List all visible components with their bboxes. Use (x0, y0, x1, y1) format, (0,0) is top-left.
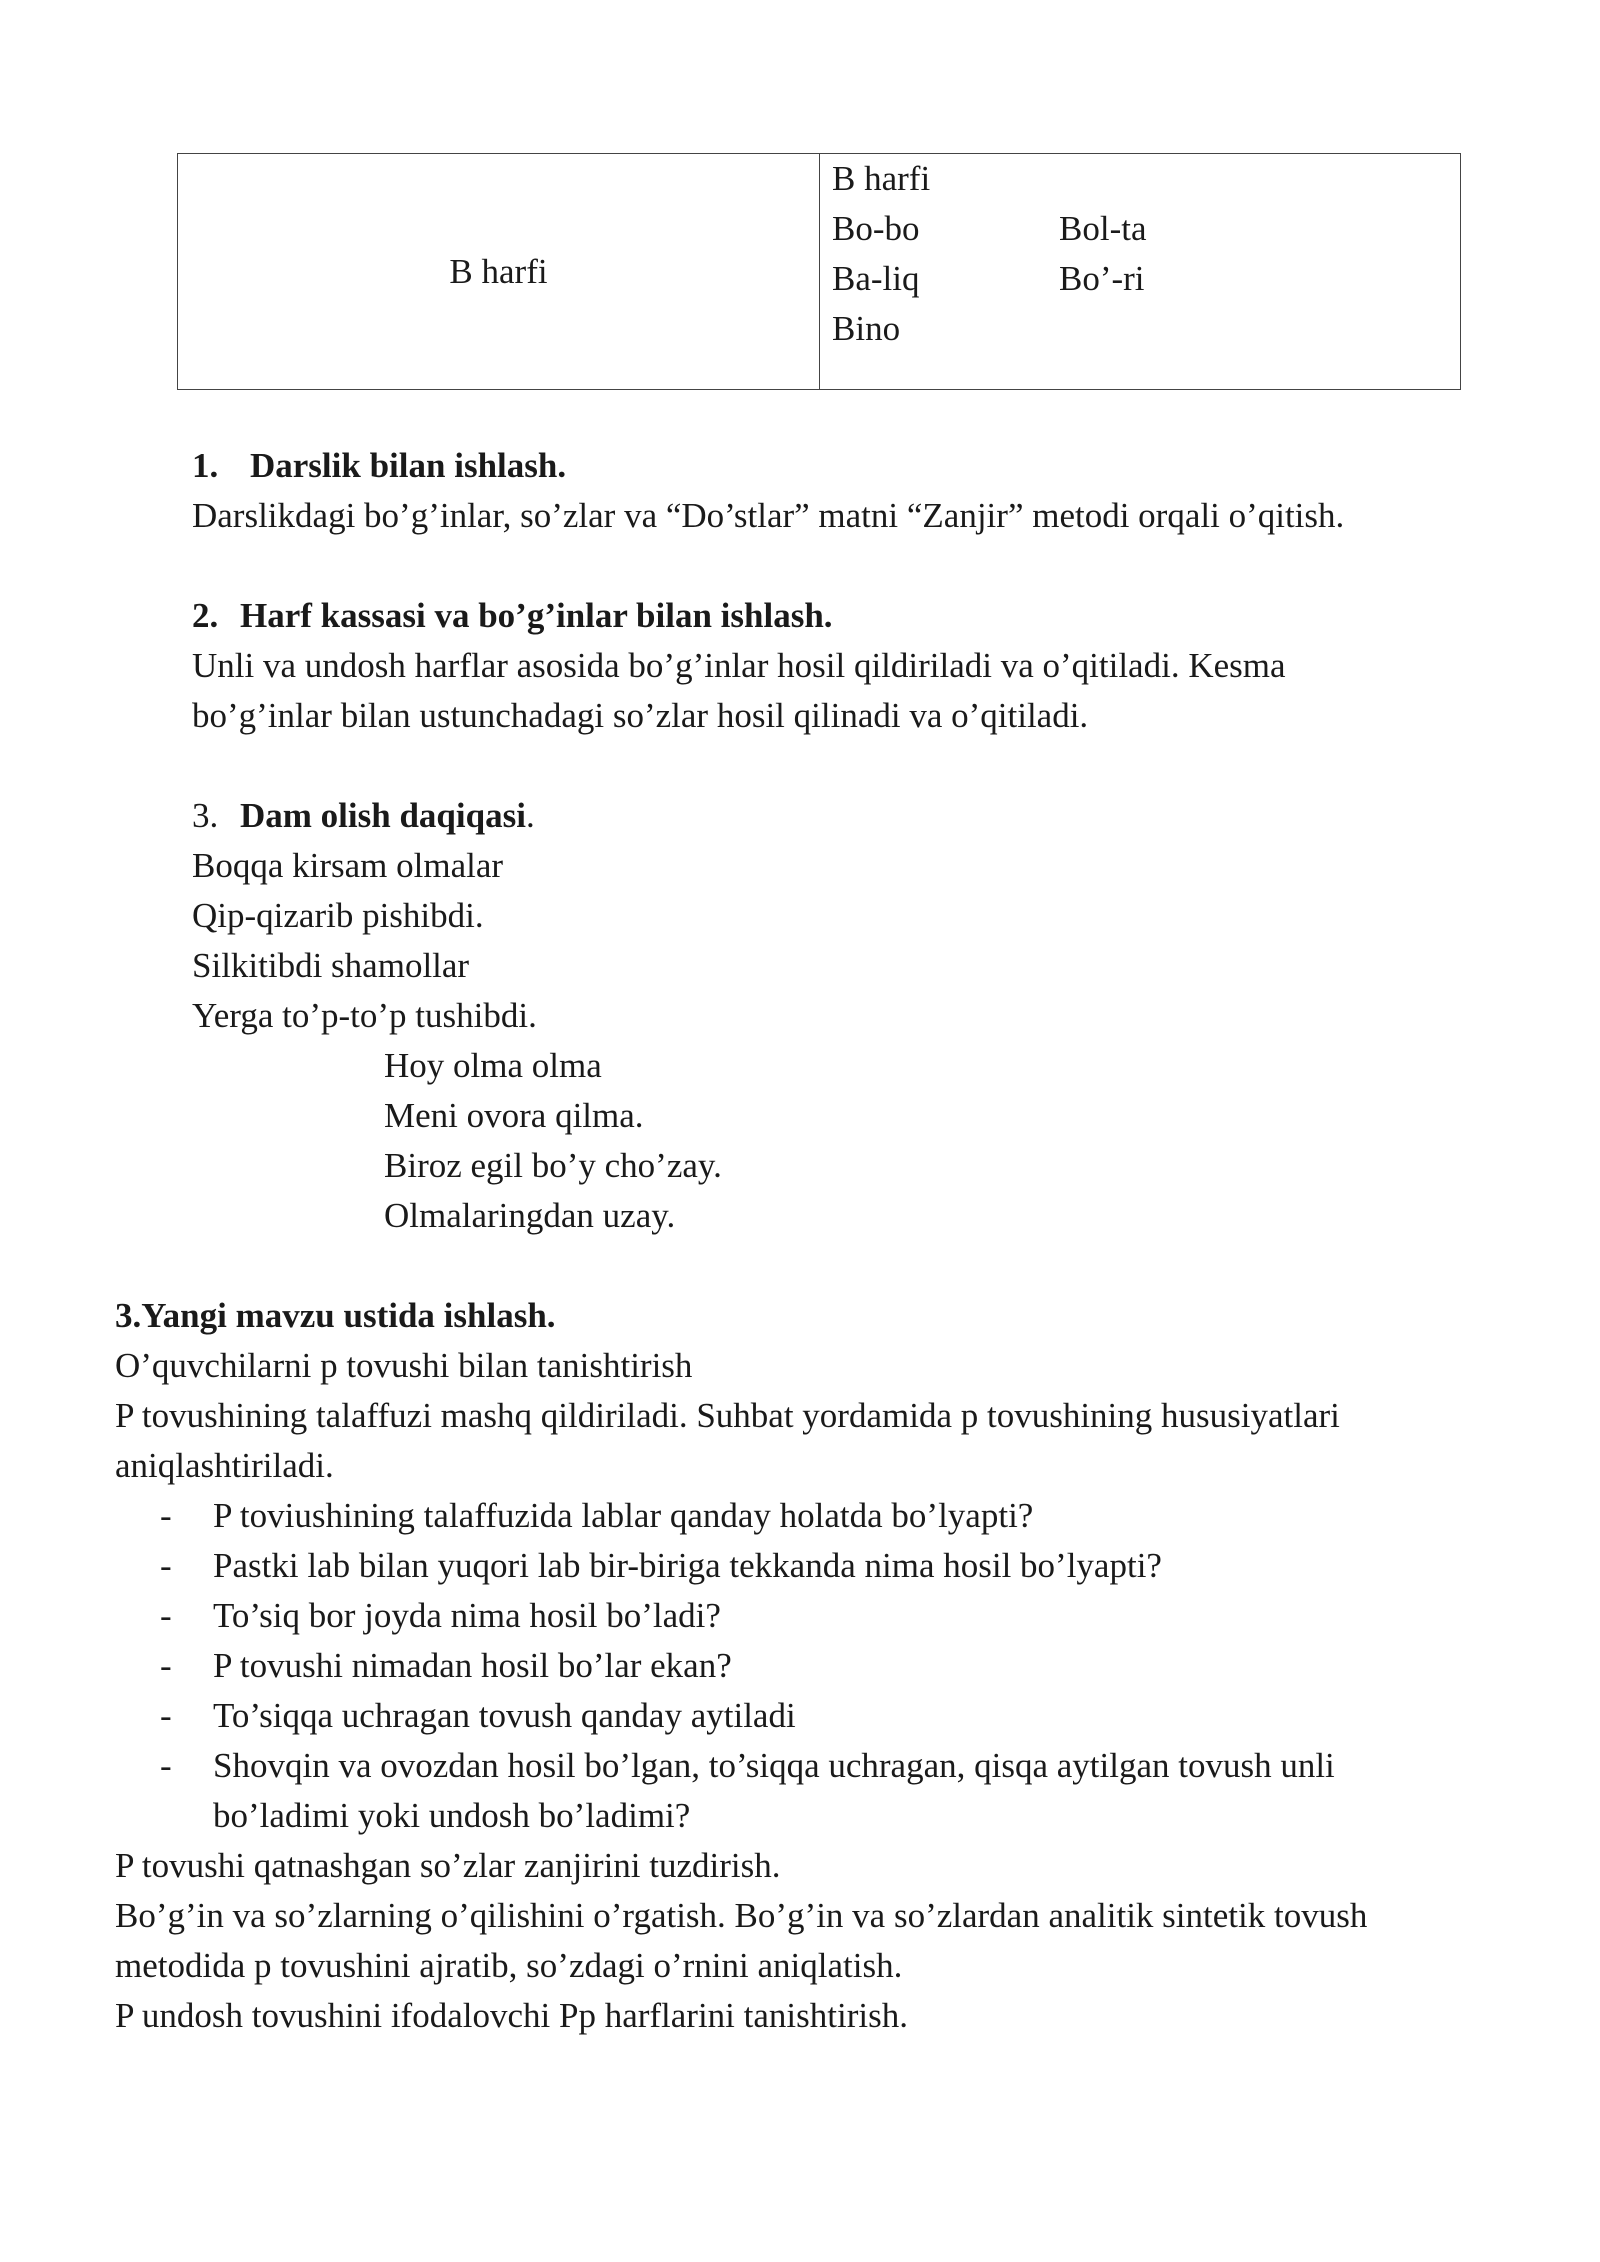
section-text-line: metodida p tovushini ajratib, so’zdagi o’rnini aniqlatish. (115, 1946, 903, 1985)
section-text-line: P tovushi qatnashgan so’zlar zanjirini tuzdirish. (115, 1846, 781, 1885)
section-text-line: P undosh tovushini ifodalovchi Pp harflarini tanishtirish. (115, 1996, 908, 2035)
bullet-dash: - (160, 1596, 172, 1635)
bullet-dash: - (160, 1496, 172, 1535)
table-right-cell (820, 154, 1460, 389)
word-item: Bo’-ri (1059, 259, 1145, 298)
word-item: Ba-liq (832, 259, 920, 298)
poem-line: Qip-qizarib pishibdi. (192, 896, 484, 935)
bullet-dash: - (160, 1696, 172, 1735)
poem-line: Meni ovora qilma. (384, 1096, 644, 1135)
poem-line: Biroz egil bo’y cho’zay. (384, 1146, 722, 1185)
section-text-line: Bo’g’in va so’zlarning o’qilishini o’rgatish. Bo’g’in va so’zlardan analitik sintetik tovush (115, 1896, 1368, 1935)
section-text: Darslikdagi bo’g’inlar, so’zlar va “Do’stlar” matni “Zanjir” metodi orqali o’qitish. (192, 496, 1345, 535)
section-heading: 3.Yangi mavzu ustida ishlash. (115, 1296, 556, 1335)
bullet-continuation: bo’ladimi yoki undosh bo’ladimi? (213, 1796, 691, 1835)
bullet-dash: - (160, 1546, 172, 1585)
section-text-line: aniqlashtiriladi. (115, 1446, 334, 1485)
bullet-dash: - (160, 1746, 172, 1785)
bullet-text: To’siq bor joyda nima hosil bo’ladi? (213, 1596, 721, 1635)
word-item: Bo-bo (832, 209, 920, 248)
bullet-dash: - (160, 1646, 172, 1685)
bullet-text: Shovqin va ovozdan hosil bo’lgan, to’siqqa uchragan, qisqa aytilgan tovush unli (213, 1746, 1335, 1785)
section-number: 2. (192, 596, 219, 635)
poem-line: Silkitibdi shamollar (192, 946, 470, 985)
left-cell-text: B harfi (449, 251, 548, 291)
section-heading: Darslik bilan ishlash. (250, 446, 567, 485)
letter-table (177, 153, 1461, 390)
section-text-line: O’quvchilarni p tovushi bilan tanishtirish (115, 1346, 693, 1385)
section-heading: Harf kassasi va bo’g’inlar bilan ishlash. (240, 596, 833, 635)
section-number: 1. (192, 446, 219, 485)
table-left-cell (178, 154, 820, 389)
poem-line: Hoy olma olma (384, 1046, 602, 1085)
heading-period: . (525, 796, 535, 835)
bullet-text: P toviushining talaffuzida lablar qanday holatda bo’lyapti? (213, 1496, 1034, 1535)
section-heading: Dam olish daqiqasi (240, 796, 526, 835)
section-text-line: Unli va undosh harflar asosida bo’g’inlar hosil qildiriladi va o’qitiladi. Kesma (192, 646, 1286, 685)
bullet-text: To’siqqa uchragan tovush qanday aytiladi (213, 1696, 796, 1735)
word-item: Bino (832, 309, 901, 348)
right-cell-title: B harfi (832, 159, 931, 198)
bullet-text: P tovushi nimadan hosil bo’lar ekan? (213, 1646, 732, 1685)
poem-line: Yerga to’p-to’p tushibdi. (192, 996, 537, 1035)
section-text-line: P tovushining talaffuzi mashq qildiriladi. Suhbat yordamida p tovushining hususiyatlari (115, 1396, 1340, 1435)
section-text-line: bo’g’inlar bilan ustunchadagi so’zlar hosil qilinadi va o’qitiladi. (192, 696, 1089, 735)
poem-line: Boqqa kirsam olmalar (192, 846, 504, 885)
word-item: Bol-ta (1059, 209, 1147, 248)
poem-line: Olmalaringdan uzay. (384, 1196, 676, 1235)
bullet-text: Pastki lab bilan yuqori lab bir-biriga tekkanda nima hosil bo’lyapti? (213, 1546, 1162, 1585)
section-number: 3. (192, 796, 219, 835)
section-heading-wrap (240, 791, 535, 841)
